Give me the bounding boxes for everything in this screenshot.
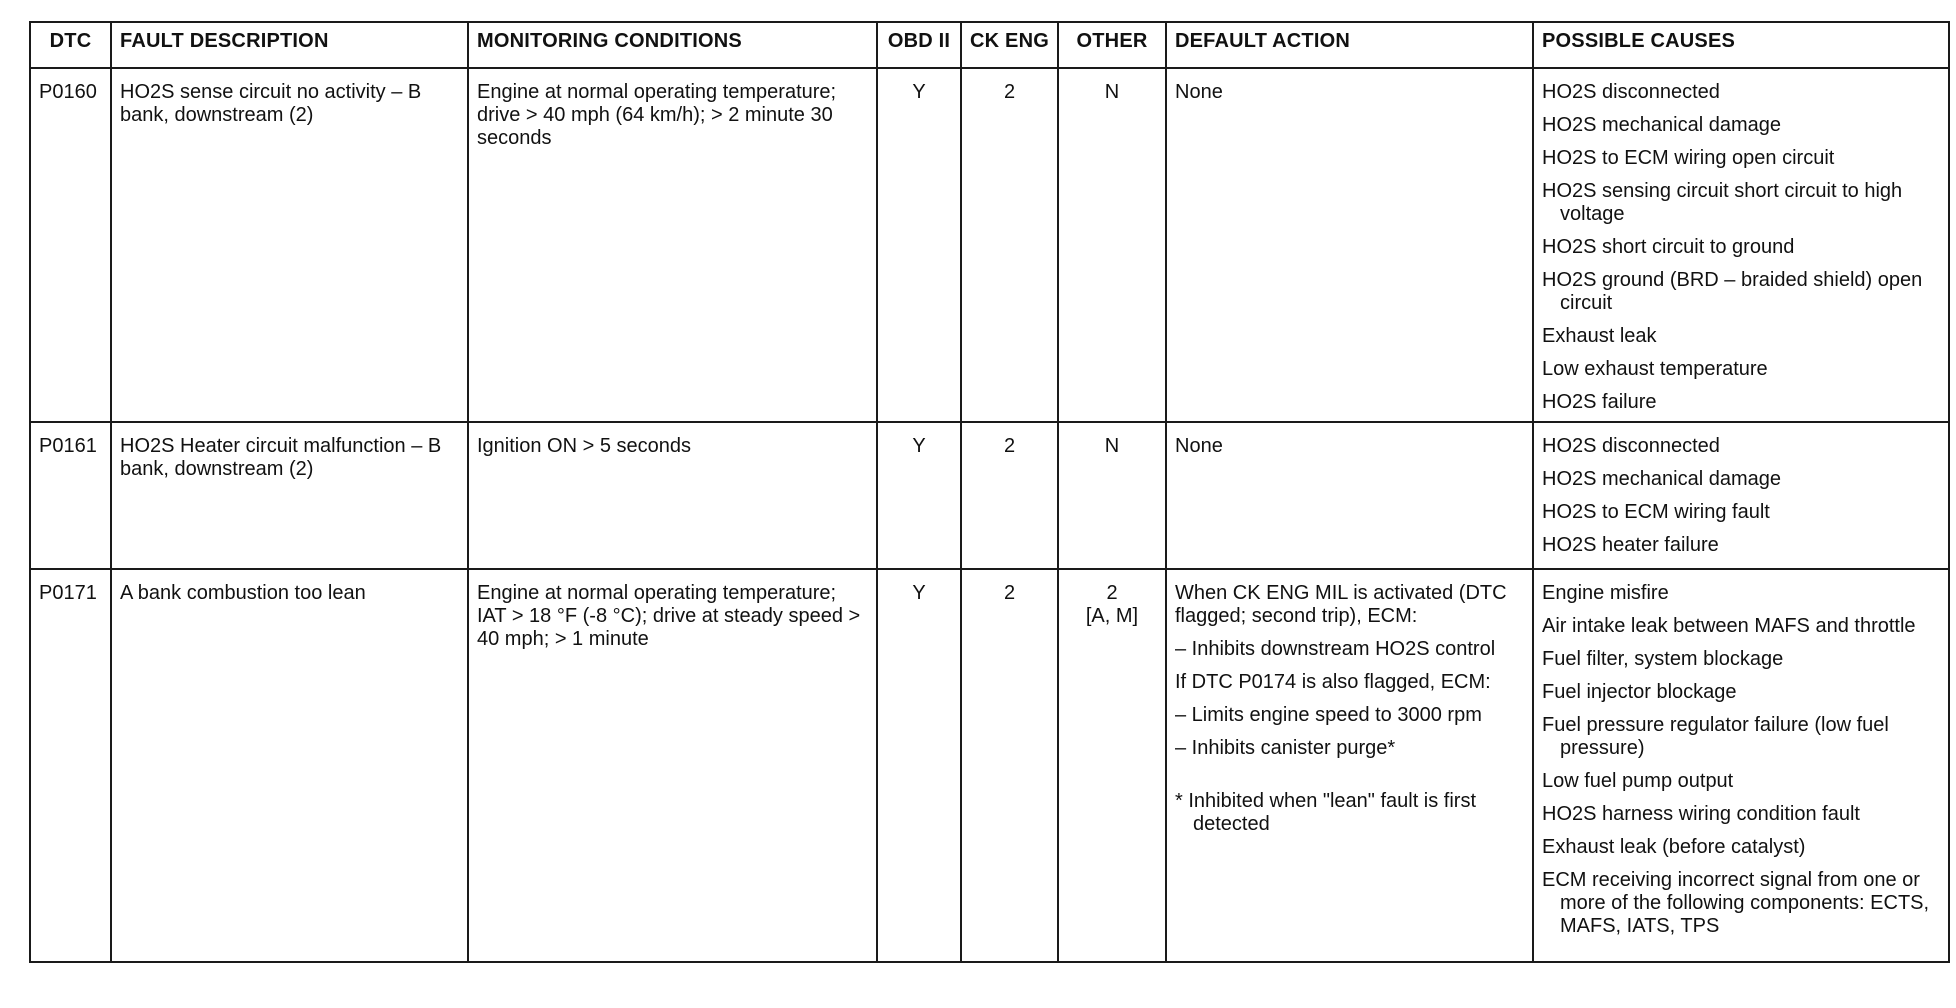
fault-description: HO2S Heater circuit malfunction – B bank, downstream (2) — [111, 422, 468, 569]
ck-eng-value: 2 — [961, 68, 1058, 422]
action-line: – Limits engine speed to 3000 rpm — [1175, 704, 1482, 726]
obd-ii-value: Y — [877, 422, 961, 569]
action-line: If DTC P0174 is also flagged, ECM: — [1175, 671, 1491, 693]
possible-causes — [1533, 422, 1949, 569]
cause-item: Exhaust leak (before catalyst) — [1542, 836, 1806, 858]
table-body — [30, 68, 1949, 962]
cause-item: Fuel injector blockage — [1542, 681, 1737, 703]
action-line: None — [1175, 435, 1223, 457]
other-count: 2 — [1106, 582, 1118, 604]
dtc-code: P0161 — [30, 422, 111, 569]
dtc-code: P0171 — [30, 569, 111, 962]
cause-item: HO2S to ECM wiring fault — [1542, 501, 1770, 523]
fault-description: HO2S sense circuit no activity – B bank, downstream (2) — [111, 68, 468, 422]
cause-item: HO2S heater failure — [1542, 534, 1719, 556]
possible-causes — [1533, 569, 1949, 962]
action-line: – Inhibits canister purge* — [1175, 737, 1396, 759]
cause-item: HO2S disconnected — [1542, 81, 1720, 103]
other-value: N — [1058, 422, 1166, 569]
cause-item: HO2S mechanical damage — [1542, 468, 1782, 490]
action-line: – Inhibits downstream HO2S control — [1175, 638, 1496, 660]
header-monitoring-conditions: MONITORING CONDITIONS — [468, 22, 877, 68]
default-action — [1166, 422, 1533, 569]
other-codes: [A, M] — [1085, 605, 1139, 627]
possible-causes — [1533, 68, 1949, 422]
monitoring-conditions: Engine at normal operating temperature; IAT > 18 °F (-8 °C); drive at steady speed > 40 mph; > 1 minute — [468, 569, 877, 962]
header-row — [30, 22, 1949, 68]
cause-item: Engine misfire — [1542, 582, 1669, 604]
table-row-p0161 — [30, 422, 1949, 569]
cause-item: HO2S ground (BRD – braided shield) open circuit — [1542, 269, 1923, 314]
obd-ii-value: Y — [877, 68, 961, 422]
header-obd-ii: OBD II — [877, 22, 961, 68]
dtc-code: P0160 — [30, 68, 111, 422]
ck-eng-value: 2 — [961, 569, 1058, 962]
default-action — [1166, 68, 1533, 422]
action-footnote: * Inhibited when "lean" fault is first detected — [1175, 790, 1477, 835]
header-other: OTHER — [1058, 22, 1166, 68]
other-value: N — [1058, 68, 1166, 422]
cause-item: HO2S to ECM wiring open circuit — [1542, 147, 1835, 169]
default-action — [1166, 569, 1533, 962]
cause-item: Low fuel pump output — [1542, 770, 1734, 792]
header-dtc: DTC — [30, 22, 111, 68]
cause-item: Fuel pressure regulator failure (low fuel pressure) — [1542, 714, 1889, 759]
cause-item: HO2S disconnected — [1542, 435, 1720, 457]
cause-item: HO2S sensing circuit short circuit to high voltage — [1542, 180, 1903, 225]
action-line: None — [1175, 81, 1223, 103]
header-default-action: DEFAULT ACTION — [1166, 22, 1533, 68]
fault-description: A bank combustion too lean — [111, 569, 468, 962]
cause-item: ECM receiving incorrect signal from one or more of the following components: ECTS, MAFS, IATS, TPS — [1542, 869, 1930, 937]
table-row-p0171 — [30, 569, 1949, 962]
header-ck-eng: CK ENG — [961, 22, 1058, 68]
cause-item: Fuel filter, system blockage — [1542, 648, 1784, 670]
header-possible-causes: POSSIBLE CAUSES — [1533, 22, 1949, 68]
cause-item: HO2S short circuit to ground — [1542, 236, 1795, 258]
dtc-table — [29, 21, 1950, 963]
other-value — [1058, 569, 1166, 962]
action-line: When CK ENG MIL is activated (DTC flagged; second trip), ECM: — [1175, 582, 1507, 627]
cause-item: Exhaust leak — [1542, 325, 1657, 347]
ck-eng-value: 2 — [961, 422, 1058, 569]
header-fault-description: FAULT DESCRIPTION — [111, 22, 468, 68]
monitoring-conditions: Engine at normal operating temperature; drive > 40 mph (64 km/h); > 2 minute 30 seconds — [468, 68, 877, 422]
table-row-p0160 — [30, 68, 1949, 422]
cause-item: HO2S harness wiring condition fault — [1542, 803, 1860, 825]
cause-item: HO2S mechanical damage — [1542, 114, 1782, 136]
cause-item: HO2S failure — [1542, 391, 1657, 413]
cause-item: Low exhaust temperature — [1542, 358, 1768, 380]
cause-item: Air intake leak between MAFS and throttle — [1542, 615, 1916, 637]
obd-ii-value: Y — [877, 569, 961, 962]
table-header — [30, 22, 1949, 68]
monitoring-conditions: Ignition ON > 5 seconds — [468, 422, 877, 569]
